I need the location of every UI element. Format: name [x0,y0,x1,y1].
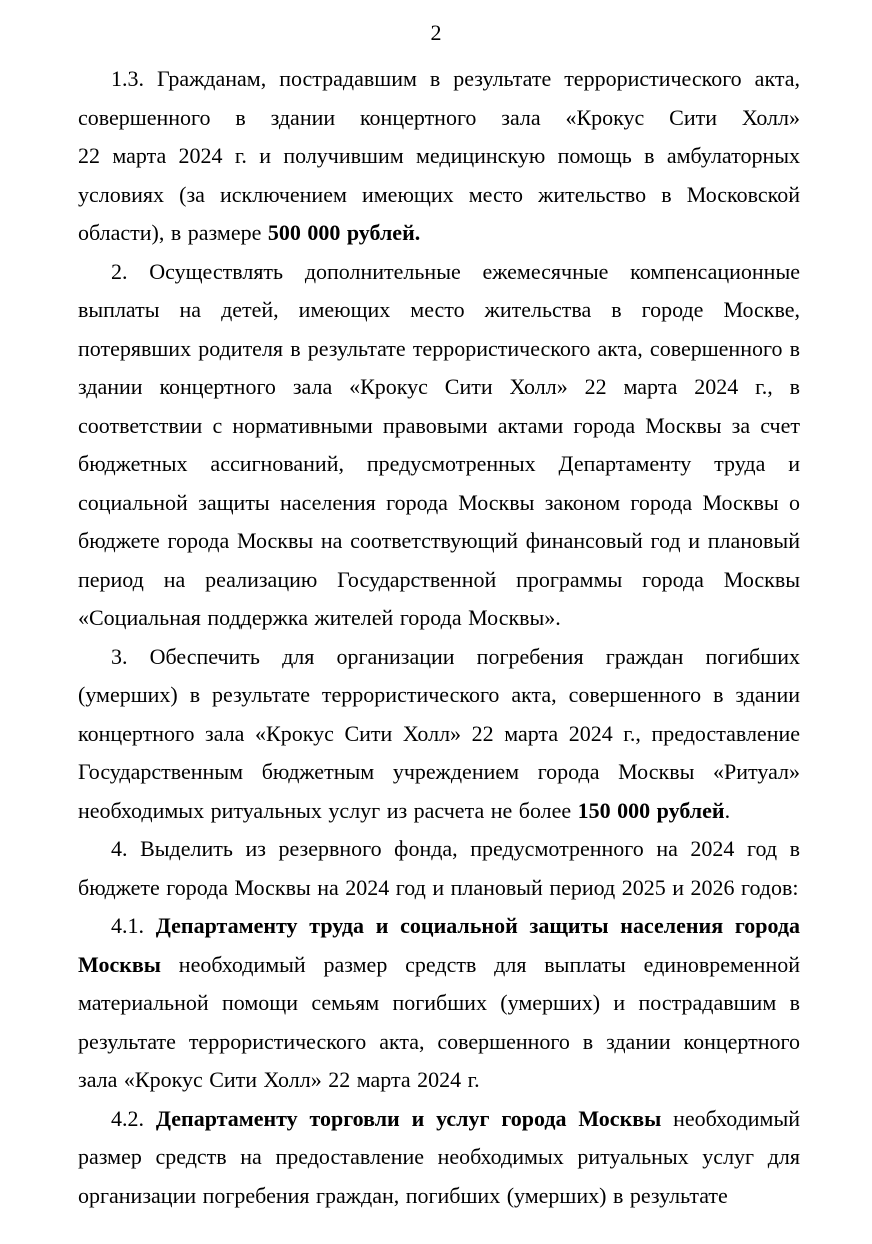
paragraph-4-1-text: необходимый размер средств для выплаты единовременной материальной помощи семьям погибших (умерших) и пострадавшим в результате террористического акта, совершенного в здании концертного зала «Крокус Сити Холл» 22 марта 2024 г. [78,951,800,1092]
paragraph-4-1 [78,907,800,1100]
paragraph-4 [78,830,800,907]
document-body [0,60,872,1215]
dept-labor-social-protection-bold: Департаменту труда и социальной защиты населения города Москвы [78,913,800,977]
paragraph-3 [78,638,800,831]
dept-trade-services-bold: Департаменту торговли и услуг города Москвы [155,1105,662,1131]
paragraph-4-2-prefix: 4.2. [111,1105,156,1131]
paragraph-1-3-text: 1.3. Гражданам, пострадавшим в результате террористического акта, совершенного в здании концертного зала «Крокус Сити Холл» 22 марта 2024 г. и получившим медицинскую помощь в амбулаторных условиях (за исключением имеющих место жительство в Московской области), в размере [78,66,800,245]
paragraph-1-3 [78,60,800,253]
paragraph-2-text: 2. Осуществлять дополнительные ежемесячные компенсационные выплаты на детей, имеющих место жительства в городе Москве, потерявших родителя в результате террористического акта, совершенного в здании концертного зала «Крокус Сити Холл» 22 марта 2024 г., в соответствии с нормативными правовыми актами города Москвы за счет бюджетных ассигнований, предусмотренных Департаменту труда и социальной защиты населения города Москвы законом города Москвы о бюджете города Москвы на соответствующий финансовый год и плановый период на реализацию Государственной программы города Москвы «Социальная поддержка жителей города Москвы». [78,258,800,630]
page-number: 2 [430,20,442,45]
paragraph-4-2 [78,1100,800,1216]
paragraph-4-text: 4. Выделить из резервного фонда, предусмотренного на 2024 год в бюджете города Москвы на 2024 год и плановый период 2025 и 2026 годов: [78,836,800,900]
paragraph-4-2-text: необходимый размер средств на предоставление необходимых ритуальных услуг для организации погребения граждан, погибших (умерших) в результате [78,1105,801,1208]
amount-500000-bold: 500 000 рублей. [267,220,421,245]
amount-150000-bold: 150 000 рублей [577,797,725,823]
paragraph-3-period: . [724,797,731,823]
paragraph-2 [78,253,800,638]
paragraph-3-text: 3. Обеспечить для организации погребения граждан погибших (умерших) в результате террористического акта, совершенного в здании концертного зала «Крокус Сити Холл» 22 марта 2024 г., предоставление Государственным бюджетным учреждением города Москвы «Ритуал» необходимых ритуальных услуг из расчета не более [78,643,800,823]
paragraph-4-1-prefix: 4.1. [111,913,156,938]
